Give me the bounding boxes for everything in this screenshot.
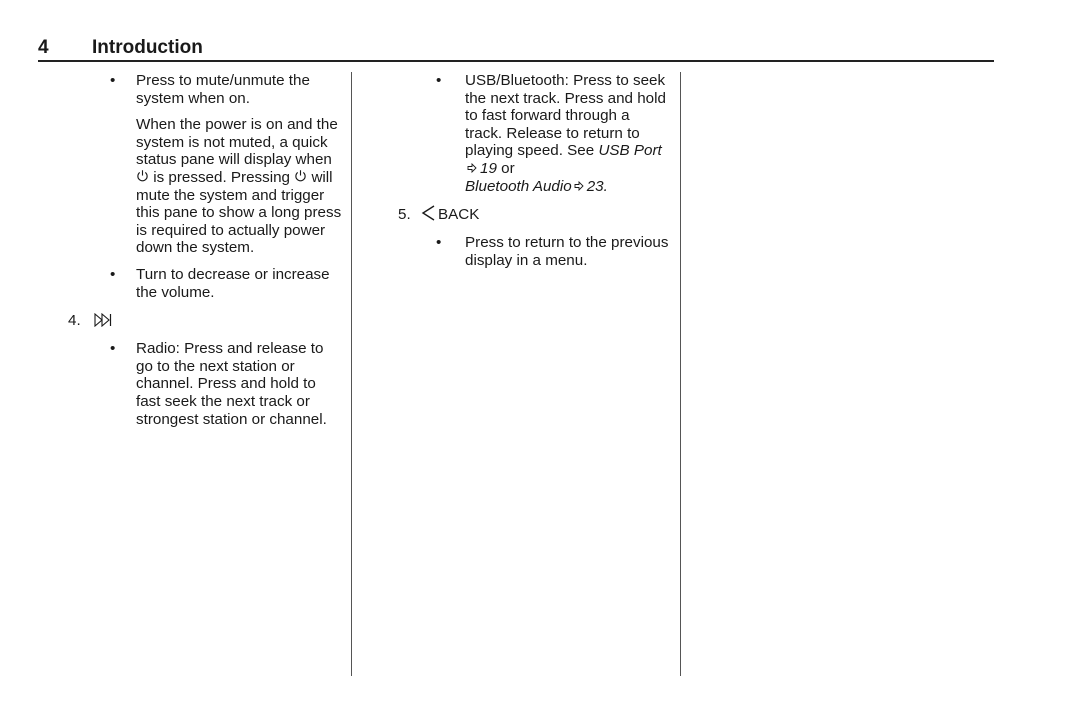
sentence-period: . bbox=[603, 177, 608, 195]
bluetooth-audio-ref-title[interactable]: Bluetooth Audio bbox=[465, 177, 572, 195]
bullet-dot: • bbox=[110, 265, 116, 283]
page-header bbox=[38, 37, 994, 61]
header-rule bbox=[38, 60, 994, 62]
power-icon bbox=[294, 169, 307, 183]
page-title: Introduction bbox=[92, 37, 203, 58]
page-number: 4 bbox=[38, 37, 49, 58]
item-5-label: BACK bbox=[438, 206, 480, 224]
mute-bullet-text: Press to mute/unmute the system when on. bbox=[136, 72, 310, 107]
back-bullet bbox=[398, 234, 670, 269]
bluetooth-audio-ref-page[interactable]: 23 bbox=[586, 177, 604, 195]
bullet-dot: • bbox=[110, 72, 116, 89]
mute-bullet bbox=[78, 72, 343, 107]
bullet-dot: • bbox=[436, 234, 442, 252]
seek-forward-icon bbox=[94, 313, 114, 327]
status-para-text-3: will mute the system and trigger this pane to show a long press is required to actually power down the system. bbox=[136, 168, 342, 257]
left-column bbox=[68, 72, 343, 437]
item-4-heading bbox=[68, 310, 343, 330]
volume-bullet bbox=[78, 266, 343, 301]
item-4-number: 4. bbox=[68, 312, 81, 330]
cross-reference-arrow-icon bbox=[574, 181, 584, 191]
usb-bullet-text: USB/Bluetooth: Press to seek the next track. Press and hold to fast forward through a track. Release to return to playing speed. See bbox=[465, 72, 666, 160]
status-para-text-2: is pressed. Pressing bbox=[153, 168, 290, 186]
or-text: or bbox=[501, 159, 515, 177]
power-icon bbox=[136, 169, 149, 183]
bullet-dot: • bbox=[110, 340, 116, 358]
column-divider-left bbox=[351, 72, 352, 676]
usb-port-ref-title[interactable]: USB Port bbox=[598, 142, 662, 160]
bullet-dot: • bbox=[436, 72, 442, 89]
middle-column bbox=[398, 72, 670, 278]
cross-reference-arrow-icon bbox=[467, 163, 477, 173]
status-pane-paragraph bbox=[78, 116, 343, 257]
item-5-heading bbox=[398, 204, 670, 224]
back-bullet-text: Press to return to the previous display in a menu. bbox=[465, 234, 669, 269]
column-divider-right bbox=[680, 72, 681, 676]
volume-bullet-text: Turn to decrease or increase the volume. bbox=[136, 265, 330, 301]
status-para-text-1: When the power is on and the system is not muted, a quick status pane will display when bbox=[136, 116, 338, 169]
item-5-number: 5. bbox=[398, 206, 411, 224]
radio-bullet-text: Radio: Press and release to go to the next station or channel. Press and hold to fast seek the next track or strongest station or channel. bbox=[136, 340, 327, 428]
radio-bullet bbox=[78, 340, 343, 428]
back-chevron-icon bbox=[420, 204, 436, 222]
usb-bluetooth-bullet bbox=[398, 72, 670, 195]
usb-port-ref-page[interactable]: 19 bbox=[480, 159, 497, 177]
